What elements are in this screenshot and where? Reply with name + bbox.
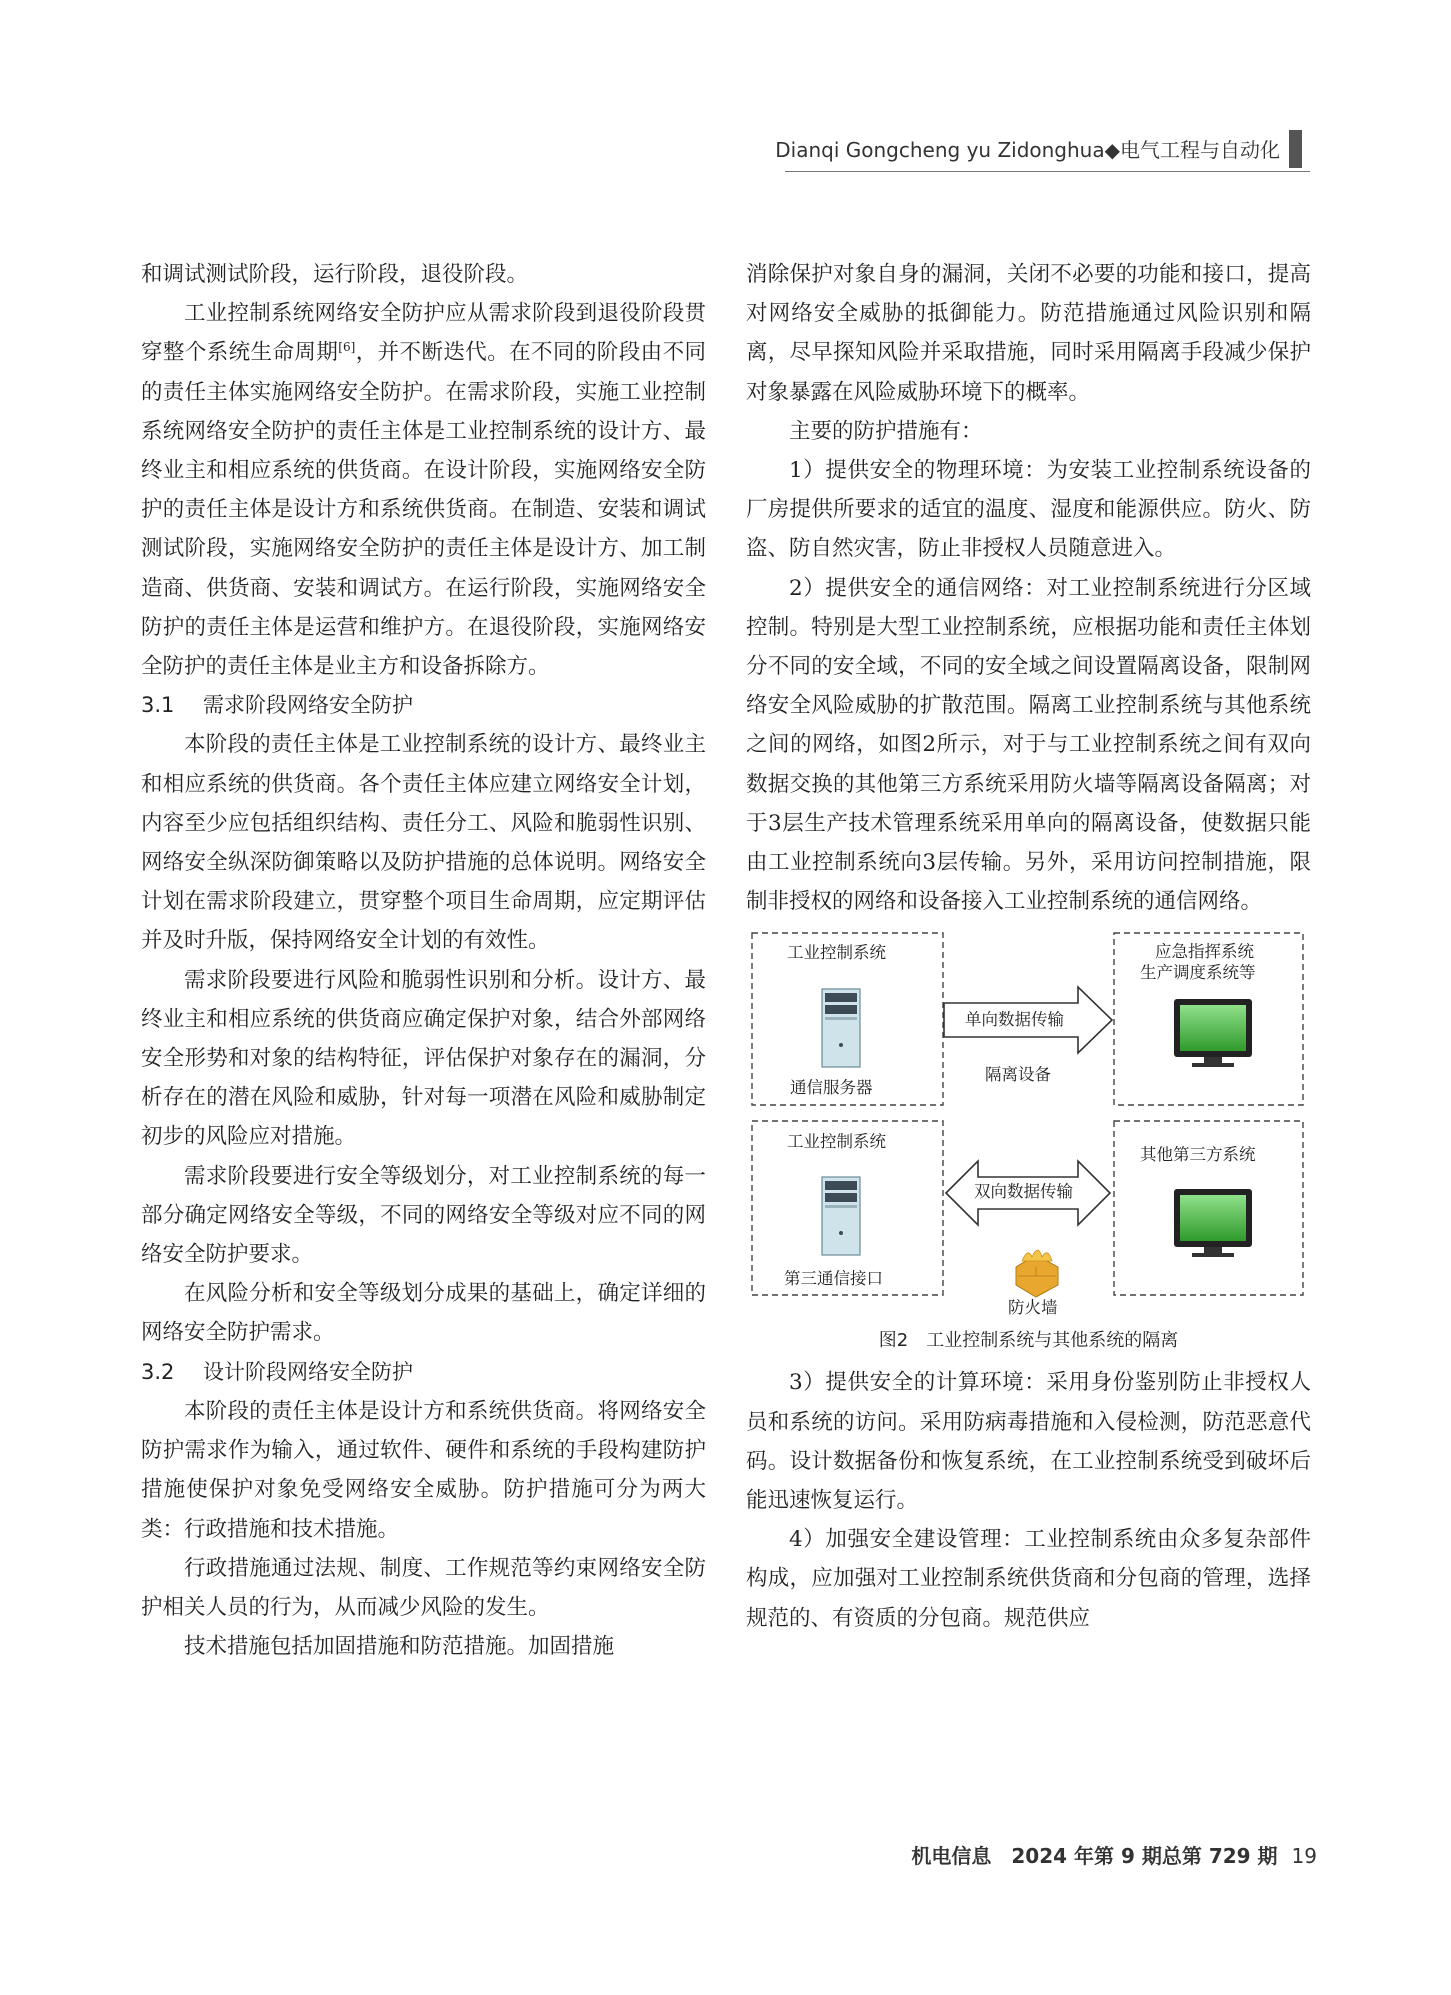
right-column: [746, 255, 1311, 1638]
paragraph: 本阶段的责任主体是设计方和系统供货商。将网络安全防护需求作为输入，通过软件、硬件和系统的手段构建防护措施使保护对象免受网络安全威胁。防护措施可分为两大类：行政措施和技术措施。: [141, 1398, 706, 1542]
paragraph-text: ，并不断迭代。在不同的阶段由不同的责任主体实施网络安全防护。在需求阶段，实施工业控制系统网络安全防护的责任主体是工业控制系统的设计方、最终业主和相应系统的供货商。在设计阶段，实施网络安全防护的责任主体是设计方和系统供货商。在制造、安装和调试测试阶段，实施网络安全防护的责任主体是设计方、加工制造商、供货商、安装和调试方。在运行阶段，实施网络安全防护的责任主体是运营和维护方。在退役阶段，实施网络安全防护的责任主体是业主方和设备拆除方。: [141, 340, 706, 680]
monitor-icon: [1174, 999, 1252, 1067]
figure-caption: 图2 工业控制系统与其他系统的隔离: [878, 1330, 1179, 1352]
top-right-line2: 生产调度系统等: [1140, 963, 1256, 983]
journal-issue: 机电信息 2024 年第 9 期总第 729 期: [911, 1844, 1278, 1868]
section-number: 3.2: [141, 1359, 175, 1384]
monitor-icon: [1174, 1189, 1252, 1257]
firewall-icon: [1016, 1250, 1058, 1297]
running-title: Dianqi Gongcheng yu Zidonghua◆电气工程与自动化: [775, 138, 1280, 162]
top-left-device-label: 通信服务器: [790, 1078, 873, 1098]
section-heading-3-1: [141, 686, 706, 725]
paragraph: 在风险分析和安全等级划分成果的基础上，确定详细的网络安全防护需求。: [141, 1281, 706, 1346]
paragraph: 主要的防护措施有：: [789, 418, 983, 444]
bottom-left-title: 工业控制系统: [787, 1132, 886, 1152]
section-title: 需求阶段网络安全防护: [203, 693, 413, 718]
paragraph: 本阶段的责任主体是工业控制系统的设计方、最终业主和相应系统的供货商。各个责任主体应建立网络安全计划，内容至少应包括组织结构、责任分工、风险和脆弱性识别、网络安全纵深防御策略以及防护措施的总体说明。网络安全计划在需求阶段建立，贯穿整个项目生命周期，应定期评估并及时升版，保持网络安全计划的有效性。: [141, 732, 706, 954]
header-rule: [785, 171, 1310, 172]
paragraph: 技术措施包括加固措施和防范措施。加固措施: [184, 1634, 615, 1660]
paragraph: 需求阶段要进行风险和脆弱性识别和分析。设计方、最终业主和相应系统的供货商应确定保护对象，结合外部网络安全形势和对象的结构特征，评估保护对象存在的漏洞，分析存在的潜在风险和威胁，针对每一项潜在风险和威胁制定初步的风险应对措施。: [141, 967, 706, 1150]
paragraph: 需求阶段要进行安全等级划分，对工业控制系统的每一部分确定网络安全等级，不同的网络安全等级对应不同的网络安全防护要求。: [141, 1163, 706, 1268]
server-icon: [822, 989, 860, 1067]
top-right-line1: 应急指挥系统: [1155, 942, 1254, 962]
paragraph: 4）加强安全建设管理：工业控制系统由众多复杂部件构成，应加强对工业控制系统供货商和分包商的管理，选择规范的、有资质的分包商。规范供应: [746, 1527, 1311, 1631]
paragraph: 2）提供安全的通信网络：对工业控制系统进行分区域控制。特别是大型工业控制系统，应根据功能和责任主体划分不同的安全域，不同的安全域之间设置隔离设备，限制网络安全风险威胁的扩散范围。隔离工业控制系统与其他系统之间的网络，如图2所示，对于与工业控制系统之间有双向数据交换的其他第三方系统采用防火墙等隔离设备隔离；对于3层生产技术管理系统采用单向的隔离设备，使数据只能由工业控制系统向3层传输。另外，采用访问控制措施，限制非授权的网络和设备接入工业控制系统的通信网络。: [746, 575, 1311, 915]
left-column: [141, 255, 706, 1666]
header-bar: [1289, 130, 1302, 168]
paragraph: 1）提供安全的物理环境：为安装工业控制系统设备的厂房提供所要求的适宜的温度、湿度和能源供应。防火、防盗、防自然灾害，防止非授权人员随意进入。: [746, 458, 1311, 562]
isolation-device-label: 隔离设备: [985, 1065, 1051, 1085]
top-left-title: 工业控制系统: [787, 943, 886, 963]
paragraph-text: 工业控制系统网络安全防护应从需求阶段到退役阶段贯穿整个系统生命周期: [141, 301, 706, 366]
section-number: 3.1: [141, 693, 175, 718]
server-icon: [822, 1177, 860, 1255]
paragraph: 消除保护对象自身的漏洞，关闭不必要的功能和接口，提高对网络安全威胁的抵御能力。防范措施通过风险识别和隔离，尽早探知风险并采取措施，同时采用隔离手段减少保护对象暴露在风险威胁环境下的概率。: [746, 262, 1311, 405]
paragraph: [141, 294, 706, 686]
paragraph: 3）提供安全的计算环境：采用身份鉴别防止非授权人员和系统的访问。采用防病毒措施和入侵检测，防范恶意代码。设计数据备份和恢复系统，在工业控制系统受到破坏后能迅速恢复运行。: [746, 1370, 1311, 1514]
two-way-arrow-label: 双向数据传输: [974, 1182, 1073, 1202]
section-title: 设计阶段网络安全防护: [203, 1359, 413, 1384]
paragraph: 行政措施通过法规、制度、工作规范等约束网络安全防护相关人员的行为，从而减少风险的发生。: [141, 1555, 706, 1620]
paragraph: 和调试测试阶段，运行阶段，退役阶段。: [141, 262, 529, 287]
page-number: 19: [1291, 1844, 1317, 1868]
bottom-right-title: 其他第三方系统: [1140, 1145, 1256, 1165]
figure-diagram: [746, 925, 1311, 1325]
page-footer: [911, 1840, 1317, 1869]
figure-2: [746, 925, 1311, 1325]
bottom-left-device-label: 第三通信接口: [784, 1269, 883, 1289]
firewall-label: 防火墙: [1008, 1298, 1058, 1318]
citation: [6]: [338, 340, 356, 355]
running-header: [775, 130, 1310, 172]
one-way-arrow-label: 单向数据传输: [965, 1010, 1064, 1030]
section-heading-3-2: [141, 1353, 706, 1392]
